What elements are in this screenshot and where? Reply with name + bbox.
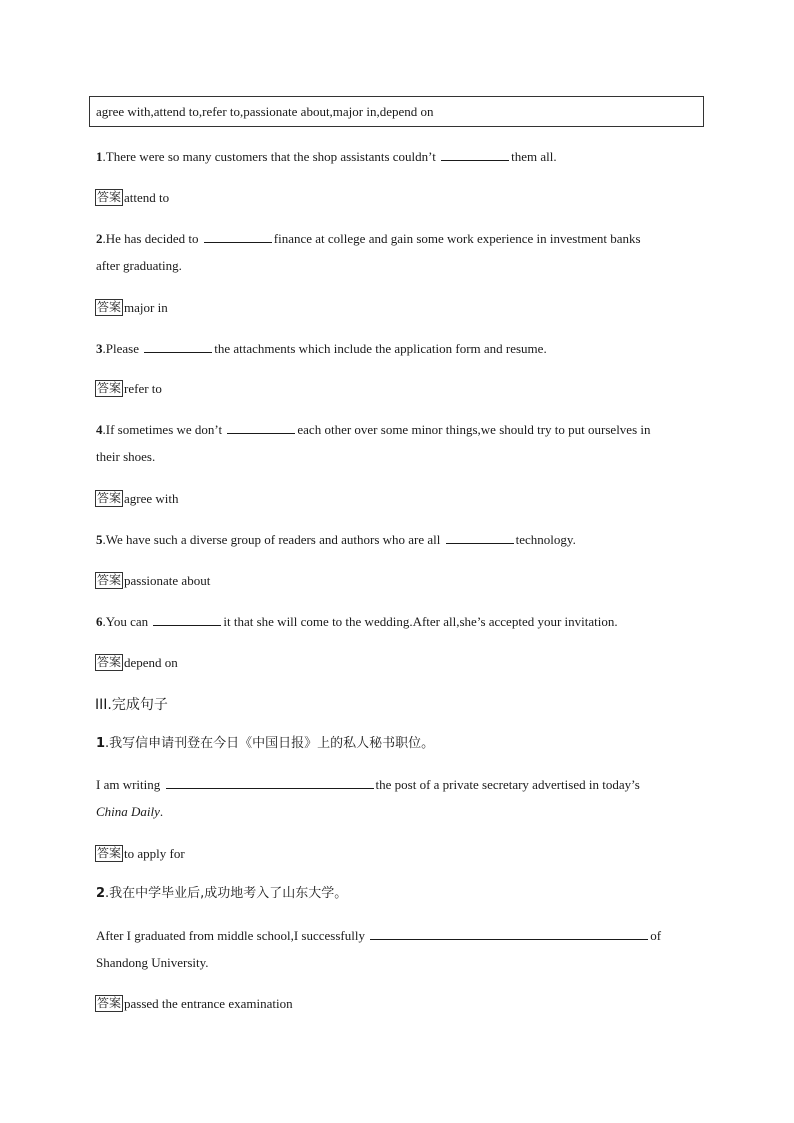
answer-text: passionate about <box>124 572 211 588</box>
fill-blank[interactable] <box>166 776 374 789</box>
question-number: 1 <box>96 149 103 164</box>
question-text-before: .There were so many customers that the shop assistants couldn’t <box>102 149 440 164</box>
chinese-prompt: .我在中学毕业后,成功地考入了山东大学。 <box>105 886 348 901</box>
question-2 <box>96 230 641 247</box>
answer-text: agree with <box>124 490 179 506</box>
question-number: 2 <box>96 231 103 246</box>
question-2-line2 <box>96 258 182 274</box>
fill-blank[interactable] <box>144 340 212 353</box>
question-3 <box>96 340 547 357</box>
sentence-line2: Shandong University. <box>96 955 209 970</box>
translation-1-sentence <box>96 776 640 793</box>
answer-label: 答案 <box>97 573 122 587</box>
translation-1-answer <box>95 845 185 862</box>
question-text-after: technology. <box>515 532 576 547</box>
answer-text: to apply for <box>124 845 185 861</box>
question-text-before: .We have such a diverse group of readers and authors who are all <box>102 532 444 547</box>
word-bank-box <box>89 96 704 127</box>
translation-2-sentence <box>96 927 661 944</box>
question-number: 5 <box>96 532 103 547</box>
fill-blank[interactable] <box>370 927 648 940</box>
answer-2 <box>95 299 168 316</box>
question-text-after: it that she will come to the wedding.After all,she’s accepted your invitation. <box>223 614 618 629</box>
answer-text: passed the entrance examination <box>124 995 293 1011</box>
question-text-after: each other over some minor things,we should try to put ourselves in <box>297 422 651 437</box>
answer-label: 答案 <box>97 300 122 314</box>
item-number: 2 <box>96 886 106 901</box>
question-text-after: finance at college and gain some work experience in investment banks <box>273 231 641 246</box>
translation-2-prompt <box>96 886 347 902</box>
question-number: 6 <box>96 614 103 629</box>
question-4 <box>96 421 651 438</box>
question-text-before: .He has decided to <box>102 231 202 246</box>
fill-blank[interactable] <box>204 230 272 243</box>
answer-text: attend to <box>124 189 170 205</box>
sentence-end: . <box>159 804 164 819</box>
question-number: 4 <box>96 422 103 437</box>
sentence-before: I am writing <box>96 777 164 792</box>
answer-1 <box>95 189 169 206</box>
translation-1-line2 <box>96 804 163 820</box>
answer-text: refer to <box>124 380 162 396</box>
fill-blank[interactable] <box>227 421 295 434</box>
answer-4 <box>95 490 179 507</box>
question-text-before: .If sometimes we don’t <box>102 422 226 437</box>
chinese-prompt: .我写信申请刊登在今日《中国日报》上的私人秘书职位。 <box>105 736 435 751</box>
answer-label: 答案 <box>97 655 122 669</box>
answer-3 <box>95 380 162 397</box>
word-bank-text: agree with,attend to,refer to,passionate about,major in,depend on <box>96 103 434 119</box>
question-text-before: .Please <box>102 341 143 356</box>
question-text-line2: after graduating. <box>96 258 182 273</box>
answer-5 <box>95 572 210 589</box>
fill-blank[interactable] <box>153 613 221 626</box>
sentence-after: of <box>650 928 662 943</box>
question-text-before: .You can <box>102 614 152 629</box>
item-number: 1 <box>96 736 106 751</box>
question-number: 3 <box>96 341 103 356</box>
translation-2-answer <box>95 995 293 1012</box>
question-text-after: the attachments which include the application form and resume. <box>214 341 547 356</box>
question-1 <box>96 148 557 165</box>
question-text-after: them all. <box>511 149 557 164</box>
question-6 <box>96 613 618 630</box>
translation-2-line2 <box>96 955 209 971</box>
answer-label: 答案 <box>97 190 122 204</box>
answer-text: depend on <box>124 654 178 670</box>
question-4-line2 <box>96 449 155 465</box>
section-title: III.完成句子 <box>95 697 168 713</box>
sentence-after: the post of a private secretary advertised in today’s <box>375 777 640 792</box>
answer-label: 答案 <box>97 491 122 505</box>
question-text-line2: their shoes. <box>96 449 156 464</box>
answer-label: 答案 <box>97 996 122 1010</box>
sentence-before: After I graduated from middle school,I successfully <box>96 928 369 943</box>
answer-text: major in <box>124 299 168 315</box>
fill-blank[interactable] <box>446 531 514 544</box>
fill-blank[interactable] <box>441 148 509 161</box>
newspaper-name: China Daily <box>96 804 160 819</box>
question-5 <box>96 531 576 548</box>
answer-6 <box>95 654 178 671</box>
answer-label: 答案 <box>97 846 122 860</box>
answer-label: 答案 <box>97 381 122 395</box>
translation-1-prompt <box>96 736 434 752</box>
